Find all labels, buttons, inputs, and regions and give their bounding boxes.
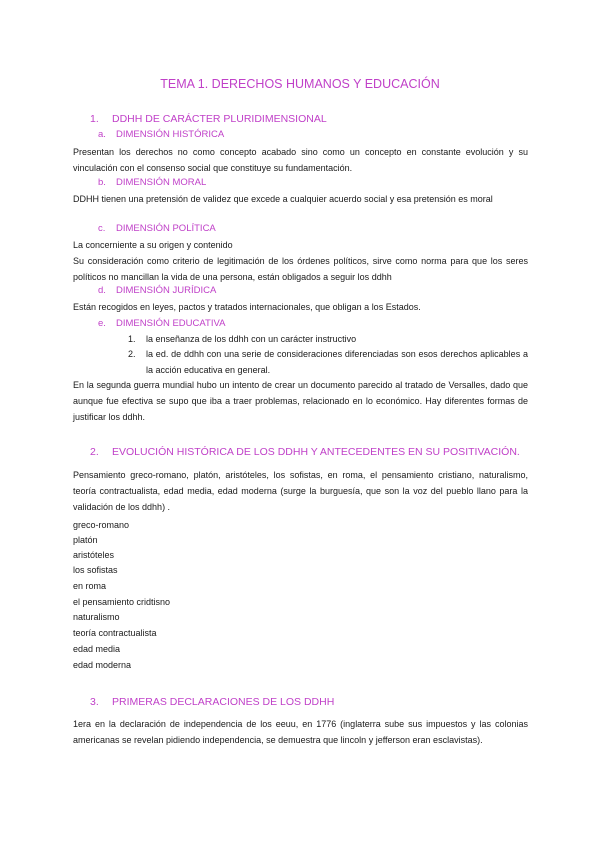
subsection-d-heading — [98, 285, 216, 296]
subsection-c-text-2: Su consideración como criterio de legitimación de los órdenes políticos, sirve como norma para que los seres políticos no mancillan la vida de una persona, están obligados a seguir los ddhh — [73, 256, 528, 282]
list-item: teoría contractualista — [73, 628, 157, 638]
list-item: edad media — [73, 644, 121, 654]
list-item-text: la enseñanza de los ddhh con un carácter instructivo — [146, 334, 357, 344]
subsection-c-heading — [98, 223, 216, 234]
subsection-d-letter: d. — [98, 285, 106, 296]
list-item-number: 2. — [128, 349, 136, 359]
list-item: aristóteles — [73, 550, 115, 560]
list-item: platón — [73, 535, 98, 545]
section-3-heading-text: PRIMERAS DECLARACIONES DE LOS DDHH — [112, 696, 335, 708]
list-item: naturalismo — [73, 612, 120, 622]
subsection-d-text: Están recogidos en leyes, pactos y tratados internacionales, que obligan a los Estados. — [73, 302, 421, 312]
subsection-e-letter: e. — [98, 318, 106, 329]
list-item-text: la ed. de ddhh con una serie de consideraciones diferenciadas son esos derechos aplicables a la acción educativa en general. — [146, 349, 528, 375]
section-1-heading-text: DDHH DE CARÁCTER PLURIDIMENSIONAL — [112, 113, 327, 125]
subsection-c-letter: c. — [98, 223, 106, 234]
list-item: en roma — [73, 581, 107, 591]
subsection-c-label: DIMENSIÓN POLÍTICA — [116, 223, 216, 234]
section-1-heading — [90, 113, 327, 125]
list-item — [128, 331, 528, 347]
subsection-d-label: DIMENSIÓN JURÍDICA — [116, 285, 217, 296]
section-3-number: 3. — [90, 696, 99, 708]
list-item: edad moderna — [73, 660, 132, 670]
list-item-number: 1. — [128, 334, 136, 344]
subsection-b-letter: b. — [98, 177, 106, 188]
section-1-number: 1. — [90, 113, 99, 125]
subsection-e-text: En la segunda guerra mundial hubo un intento de crear un documento parecido al tratado de Versalles, dado que aunque fue efectiva se supo que iba a traer problemas, relacionado en lo económico. Hay diferentes formas de justificar los ddhh. — [73, 380, 528, 422]
section-3-heading — [90, 696, 334, 708]
subsection-a-letter: a. — [98, 129, 106, 140]
list-item: greco-romano — [73, 520, 130, 530]
list-item: los sofistas — [73, 565, 118, 575]
subsection-e-label: DIMENSIÓN EDUCATIVA — [116, 318, 226, 329]
section-3-text: 1era en la declaración de independencia de los eeuu, en 1776 (inglaterra sube sus impuestos y las colonias americanas se revelan pidiendo independencia, se demuestra que lincoln y jefferson eran esclavistas). — [73, 719, 528, 745]
list-item — [128, 346, 528, 378]
subsection-b-text: DDHH tienen una pretensión de validez que excede a cualquier acuerdo social y esa pretensión es moral — [73, 194, 493, 204]
section-2-text: Pensamiento greco-romano, platón, aristóteles, los sofistas, en roma, el pensamiento cristiano, naturalismo, teoría contractualista, edad media, edad moderna (surge la burguesía, que son la voz del pueblo llano para la validación de los ddhh) . — [73, 470, 528, 512]
subsection-c-text-1: La concerniente a su origen y contenido — [73, 240, 233, 250]
subsection-b-heading — [98, 177, 206, 188]
subsection-a-text: Presentan los derechos no como concepto acabado sino como un concepto en constante evolución y su vinculación con el consenso social que constituye su fundamentación. — [73, 147, 528, 173]
subsection-e-heading — [98, 318, 225, 329]
list-item: el pensamiento cridtisno — [73, 597, 171, 607]
section-2-number: 2. — [90, 446, 99, 458]
section-2-heading-text: EVOLUCIÓN HISTÓRICA DE LOS DDHH Y ANTECEDENTES EN SU POSITIVACIÓN. — [112, 446, 520, 458]
section-2-heading — [90, 446, 520, 458]
document-title: TEMA 1. DERECHOS HUMANOS Y EDUCACIÓN — [160, 77, 440, 91]
subsection-a-heading — [98, 129, 224, 140]
subsection-a-label: DIMENSIÓN HISTÓRICA — [116, 129, 225, 140]
subsection-b-label: DIMENSIÓN MORAL — [116, 177, 207, 188]
